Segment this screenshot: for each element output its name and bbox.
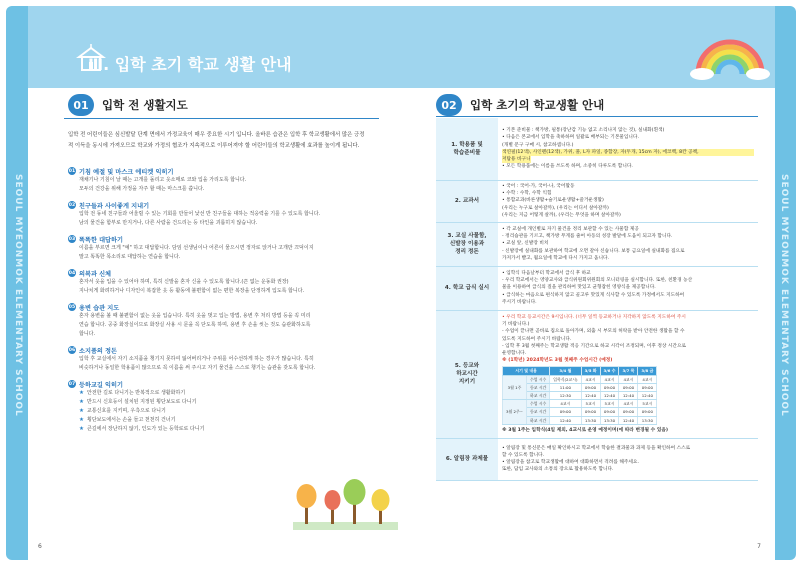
table-row — [436, 222, 758, 266]
section-title: 입학 초기의 학교생활 안내 — [470, 98, 605, 112]
row-content: • 국어 : 국어-가, 국어-나, 국어활동 • 수학 : 수학, 수학 익힘 • 통합교과(바른생활+슬기로운생활+즐거운생활) (우리는 누구로 살아갈까), (우리는 어디서 살아갈까) (우리는 지금 어떻게 살까), (우리는 무엇을 하며 살아갈까) — [498, 180, 758, 222]
section-header-02 — [436, 94, 604, 116]
star-icon: ★ — [79, 390, 85, 396]
guidance-item: 05 용변 습관 지도 혼자 용변을 볼 때 불편함이 없는 옷을 입습니다. 특히 옷을 벗고 입는 방법, 용변 후 처리 방법 등을 꼭 미리 연습 합니다. 공중 화장실이므로 화장실 사용 시 문을 꼭 닫도록 하며, 용변 후 손을 씻는 것도 습관화하도록 합니다. — [68, 304, 311, 337]
page-number: 6 — [38, 543, 42, 550]
guidance-item: 07 등하교길 익히기 ★ 안전한 길로 다니기는 반복적으로 생활화하기 ★ 반드시 신호등이 설치된 지정된 횡단보도로 다니기 ★ 교통신호를 지키며, 우측으로 다니기 ★ 횡단보도에서는 손을 들고 천천히 건너기 ★ 큰길에서 장난하지 않기, 인도가 있는 등학로로 다니기 — [68, 381, 205, 432]
row-label: 6. 알림장 과제물 — [436, 438, 498, 480]
side-label-right: SEOUL MYEONMOK ELEMENTARY SCHOOL — [779, 173, 789, 417]
rainbow-illustration — [690, 22, 770, 82]
schedule-row: 하교 시간 12:30 12:40 12:40 12:40 12:40 — [503, 392, 657, 400]
schedule-row: 3월 2주~ 수업 시수 4교시 5교시 5교시 4교시 5교시 — [503, 400, 657, 408]
row-label: 5. 등교와 하교시간 지키기 — [436, 310, 498, 438]
section-title: 입학 전 생활지도 — [102, 98, 188, 112]
guidance-item: 03 똑똑한 대답하기 이름을 부르면 크게 "예" 하고 대답합니다. 담임 선생님이나 어른이 물으시면 정자로 앉거나 고개만 끄덕이지 말고 똑똑한 목소리로 대답하는 연습을 합니다. — [68, 236, 314, 260]
schedule-row: 하교 시간 12:40 13:30 13:30 12:40 13:30 — [503, 416, 657, 424]
section-number: 02 — [436, 94, 462, 116]
star-icon: ★ — [79, 399, 85, 405]
side-label-left: SEOUL MYEONMOK ELEMENTARY SCHOOL — [13, 173, 23, 417]
row-label: 3. 교실 사물함, 신발장 이용과 정리 정돈 — [436, 222, 498, 266]
row-content: • 입학식 다음날부터 학교에서 급식 후 하교 - 우리 학교에서는 영양교사와 급식위원회위원회의 모니터링을 실시합니다. 또한, 친환경 농산 물을 이용하여 급식의 질을 관리하여 맛있고 균형잡힌 영양식을 제공합니다. • 급식하는 마음으로 편식하지 않고 골고루 맛있게 식사할 수 있도록 가정에서도 지도하여 주시기 바랍니다. — [498, 266, 758, 310]
row-label: 2. 교과서 — [436, 180, 498, 222]
schedule-table — [502, 366, 657, 424]
tree-illustration — [293, 470, 398, 530]
schedule-title: ※ (1학년) 2024학년도 3월 첫째주 수업시간 (예정) — [502, 358, 613, 364]
schedule-row: 등교 시간 11:00 09:00 09:00 09:00 09:00 — [503, 383, 657, 391]
schedule-note: ※ 3월 1주는 입학식(4일 제외, 4교시로 운영 예정이며(에 따라 변경될 수 있음) — [502, 427, 669, 433]
guidance-item: 06 소지품의 정돈 입학 후 교실에서 자기 소지품을 챙기지 못하여 잃어버리거나 주위를 어수선하게 하는 경우가 많습니다. 특히 비슷하거나 동일한 학용품이 많으므로 꼭 이름을 써 주시고 자기 물건을 스스로 챙기는 습관을 갖도록 합니다. — [68, 347, 316, 371]
guidance-item: 01 기침 예절 및 마스크 에티켓 익히기 재채기나 기침이 날 때는 고개를 돌리고 옷소매로 코와 입을 가리도록 합니다. 모두의 건강을 위해 가정을 자주 할 때는 마스크를 씁니다. — [68, 168, 247, 192]
right-page — [400, 0, 775, 566]
section-header-01 — [68, 94, 188, 116]
page-number: 7 — [757, 543, 761, 550]
row-content: • 각 교실에 개인별로 자기 물건을 정리 보관할 수 있는 사물함 제공 - 정리습관을 기르고, 책가방 무게를 줄여 아동의 성장 발달에 도움이 되고자 합니다. • 교실 앞, 신발장 비치 - 신발장에 실내화를 보관하여 학교에 오면 갈아 신습니다. 보통 금요일에 실내화를 집으로 가져가서 빨고, 월요일에 학교에 다시 가지고 옵니다. — [498, 222, 758, 266]
table-row — [436, 266, 758, 310]
schedule-row: 3월 1주 수업 시수 입학식(2교시) 4교시 4교시 4교시 4교시 — [503, 375, 657, 383]
section-divider — [436, 116, 758, 117]
row-label: 4. 학교 급식 실시 — [436, 266, 498, 310]
left-page — [28, 0, 403, 566]
table-row — [436, 180, 758, 222]
row-content: • 기본 준비물 : 책가방, 필통(장난감 기능 없고 소리나지 않는 것), 실내화(흰색) • 다음은 본교에서 입학을 축하하며 일괄로 배부되는 기본물입니다. (개별 문구 구매 시, 참고하셉니다.) 색연필(12색), 사인펜(12색), 가위, 풀, L자 파일, 종합장, 자(두개, 15cm 자), 에코백, 8칸 공책, 저탐용 바구니 • 모든 학용품에는 이름을 쓰도록 하며, 소중히 다루도록 합니다. — [498, 118, 758, 180]
section-number: 01 — [68, 94, 94, 116]
row-label: 1. 학용품 및 학습준비물 — [436, 118, 498, 180]
guidance-item: 02 친구들과 사이좋게 지내기 입학 전 동네 친구들과 어울릴 수 있는 기회를 만들어 낯선 반 친구들을 대하는 적응력을 기를 수 있도록 합니다. 남의 물건을 함부로 만지거나, 다른 사람을 건드리는 등 타인을 괴롭히지 않습니다. — [68, 202, 321, 226]
intro-paragraph: 입학 전 어린이들은 심신발달 단계 면에서 가정교육이 매우 중요한 시기 입니다. 올바른 습관은 입학 후 학교생활에서 많은 긍정적 이득을 동시에 가져오므로 학교와 가정의 협조가 지속적으로 이루어져야 할 어린이들의 학교생활에 효과를 높이게 됩니다. — [68, 132, 365, 149]
row-content: • 알림장 및 통신문은 매일 확인하시고 학교에서 학습한 결과물과 과제 등을 확인하여 스스로 할 수 있도록 합니다. • 알림장을 참고로 학교생활에 대하여 대화하면서 격려를 해주세요. 또한, 담임 교사와의 소통의 장으로 활용하도록 합니다. — [498, 438, 758, 480]
schedule-row: 등교 시간 09:00 09:00 09:00 09:00 09:00 — [503, 408, 657, 416]
school-life-table — [436, 118, 758, 481]
table-row — [436, 118, 758, 180]
chapter-title: Ⅲ. 입학 초기 학교 생활 안내 — [88, 55, 292, 74]
star-icon: ★ — [79, 408, 85, 414]
table-row — [436, 438, 758, 480]
guidance-list — [68, 166, 368, 440]
star-icon: ★ — [79, 417, 85, 423]
schedule-header-row: 시기 및 내용 3/4 월 3/5 화 3/6 수 3/7 목 3/8 금 — [503, 367, 657, 375]
table-row — [436, 310, 758, 438]
section-divider — [64, 118, 379, 119]
row-content: • 우리 학교 등교시간은 9시입니다. (너무 일찍 등교하거나 지각하지 않도록 지도하여 주시 기 바랍니다.) - 수업이 끝나면 곧바로 집으로 돌아가며, 외출 시 부모의 허락을 받아 안전한 생활을 할 수 있도록 지도하여 주시기 바랍니다. - 입학 후 3월 첫째주는 학교생활 적응 기간으로 하교 시각이 조정되며, 이후 정상 시간으로 운영합니다. ※ (1학년) 2024학년도 3월 첫째주 수업시간 (예정) 시기 및 내용 3/4 월 3/5 화 3/6 수 3/7 목 3/8 금 3월 1주 수업 시수 입학식(2교시) 4교시 4교시 4교시 4교시 등교 시간 11:00 09:00 09:00 09:00 09:00 하교 시간 12:30 12:40 12:40 12:40 12:40 3월 2주~ 수업 시수 4교시 5교시 5교시 4교시 5교시 등교 시간 09:00 09:00 09:00 09:00 09:00 하교 시간 12:40 13:30 13:30 12:40 13:30 ※ 3월 1주는 입학식(4일 제외, 4교시로 운영 예정이며(에 따라 변경될 수 있음) — [498, 310, 758, 438]
star-icon: ★ — [79, 426, 85, 432]
guidance-item: 04 의복과 신체 혼자서 옷을 입을 수 있어야 하며, 특히 신발을 혼자 신을 수 있도록 합니다.(끈 없는 운동화 권장) 지나치게 화려하거나 디자인이 복잡한 옷 등 활동에 불편함이 없는 편한 복장을 단정하게 입도록 합니다. — [68, 270, 305, 294]
